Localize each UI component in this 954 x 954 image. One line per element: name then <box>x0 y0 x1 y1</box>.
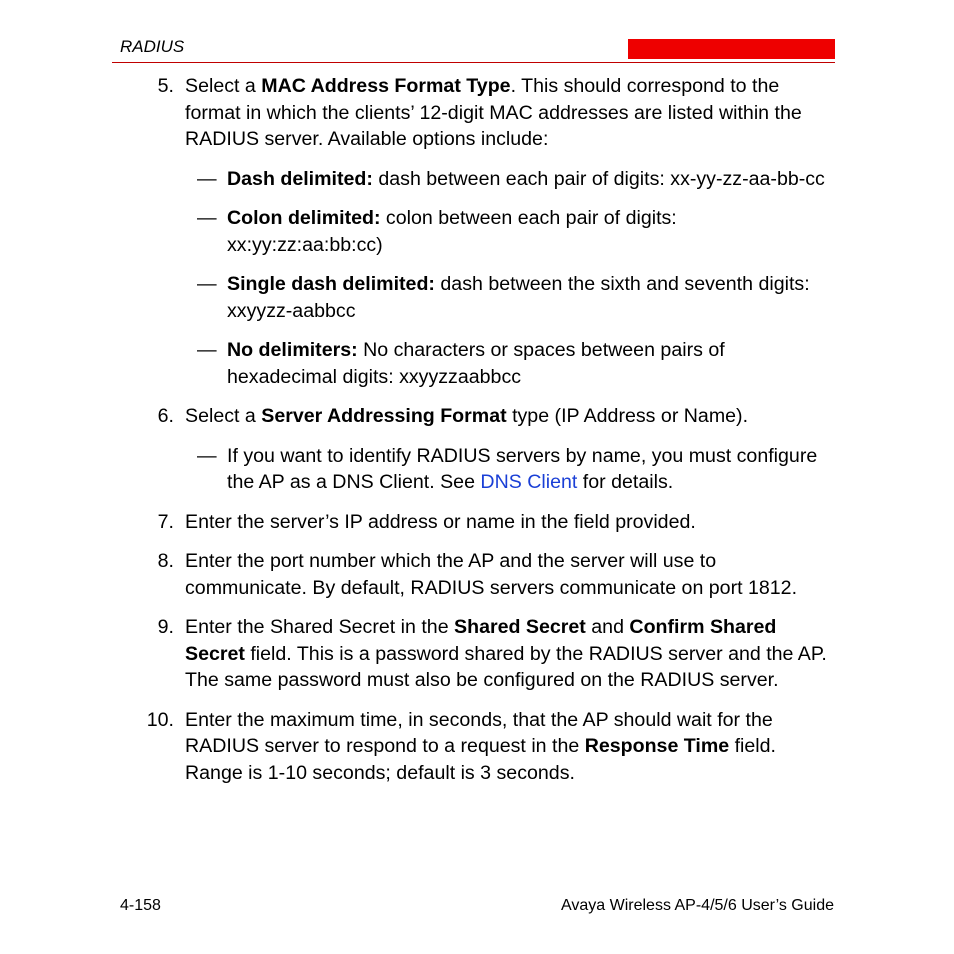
option-desc: dash between each pair of digits: xx-yy-zz-aa-bb-cc <box>372 167 825 190</box>
bullet-dash: — <box>197 339 217 361</box>
option-term: Colon delimited: <box>227 207 381 229</box>
step-text: Select a <box>185 75 262 97</box>
option-term: Single dash delimited: <box>227 273 435 295</box>
running-header-title: RADIUS <box>120 37 185 56</box>
page-body <box>0 73 954 799</box>
ui-term: Server Addressing Format <box>261 405 507 427</box>
step-8 <box>0 548 835 601</box>
note-text: If you want to identify RADIUS servers by name, you must configure the AP as a DNS Client. See <box>227 444 818 493</box>
step-number: 5. <box>157 75 174 97</box>
step-text: field. This is a password shared by the RADIUS server and the AP. The same password must also be configured on the RADIUS server. <box>185 642 827 691</box>
step-text: Enter the maximum time, in seconds, that the AP should wait for the RADIUS server to respond to a request in the <box>185 708 773 757</box>
dns-note <box>0 443 827 496</box>
page-number: 4-158 <box>120 897 161 914</box>
step-text: type (IP Address or Name). <box>506 405 749 427</box>
option-desc: colon between each pair of digits: xx:yy:zz:aa:bb:cc) <box>227 207 677 256</box>
bullet-dash: — <box>197 273 217 295</box>
step-10 <box>0 707 835 787</box>
step-number: 9. <box>157 616 174 638</box>
bullet-dash: — <box>197 444 217 467</box>
ui-term: Confirm Shared Secret <box>185 616 777 665</box>
header-rule <box>112 62 835 63</box>
option-dash-delimited <box>0 166 827 193</box>
dns-client-link[interactable]: DNS Client <box>480 471 578 493</box>
ui-term: Shared Secret <box>454 616 586 638</box>
option-desc: No characters or spaces between pairs of hexadecimal digits: xxyyzzaabbcc <box>227 339 725 388</box>
step-number: 8. <box>157 550 174 572</box>
step-text: and <box>585 616 630 638</box>
step-text: Enter the port number which the AP and the server will use to communicate. By default, RADIUS servers communicate on port 1812. <box>185 550 798 599</box>
step-number: 10. <box>146 708 174 731</box>
step-text: Enter the server’s IP address or name in the field provided. <box>185 510 696 533</box>
step-6 <box>0 403 835 430</box>
option-single-dash-delimited <box>0 271 827 324</box>
bullet-dash: — <box>197 167 217 190</box>
step-9 <box>0 614 835 694</box>
ui-term: Response Time <box>584 735 730 757</box>
option-no-delimiters <box>0 337 827 390</box>
ui-term: MAC Address Format Type <box>261 75 511 97</box>
step-7 <box>0 509 835 536</box>
option-desc: dash between the sixth and seventh digits: xxyyzz-aabbcc <box>227 273 810 322</box>
option-term: No delimiters: <box>227 339 358 361</box>
step-number: 7. <box>157 510 174 533</box>
option-term: Dash delimited: <box>227 167 373 190</box>
step-text: . This should correspond to the format in which the clients’ 12-digit MAC addresses are listed within the RADIUS server. Available options include: <box>185 75 802 150</box>
header-color-bar <box>628 39 835 59</box>
step-text: field. Range is 1-10 seconds; default is 3 seconds. <box>185 735 777 784</box>
step-text: Enter the Shared Secret in the <box>185 616 455 638</box>
step-number: 6. <box>157 405 174 427</box>
step-text: Select a <box>185 405 262 427</box>
step-5 <box>0 73 835 153</box>
note-text: for details. <box>577 471 674 493</box>
option-colon-delimited <box>0 205 827 258</box>
guide-title: Avaya Wireless AP-4/5/6 User’s Guide <box>560 897 834 914</box>
bullet-dash: — <box>197 207 217 229</box>
